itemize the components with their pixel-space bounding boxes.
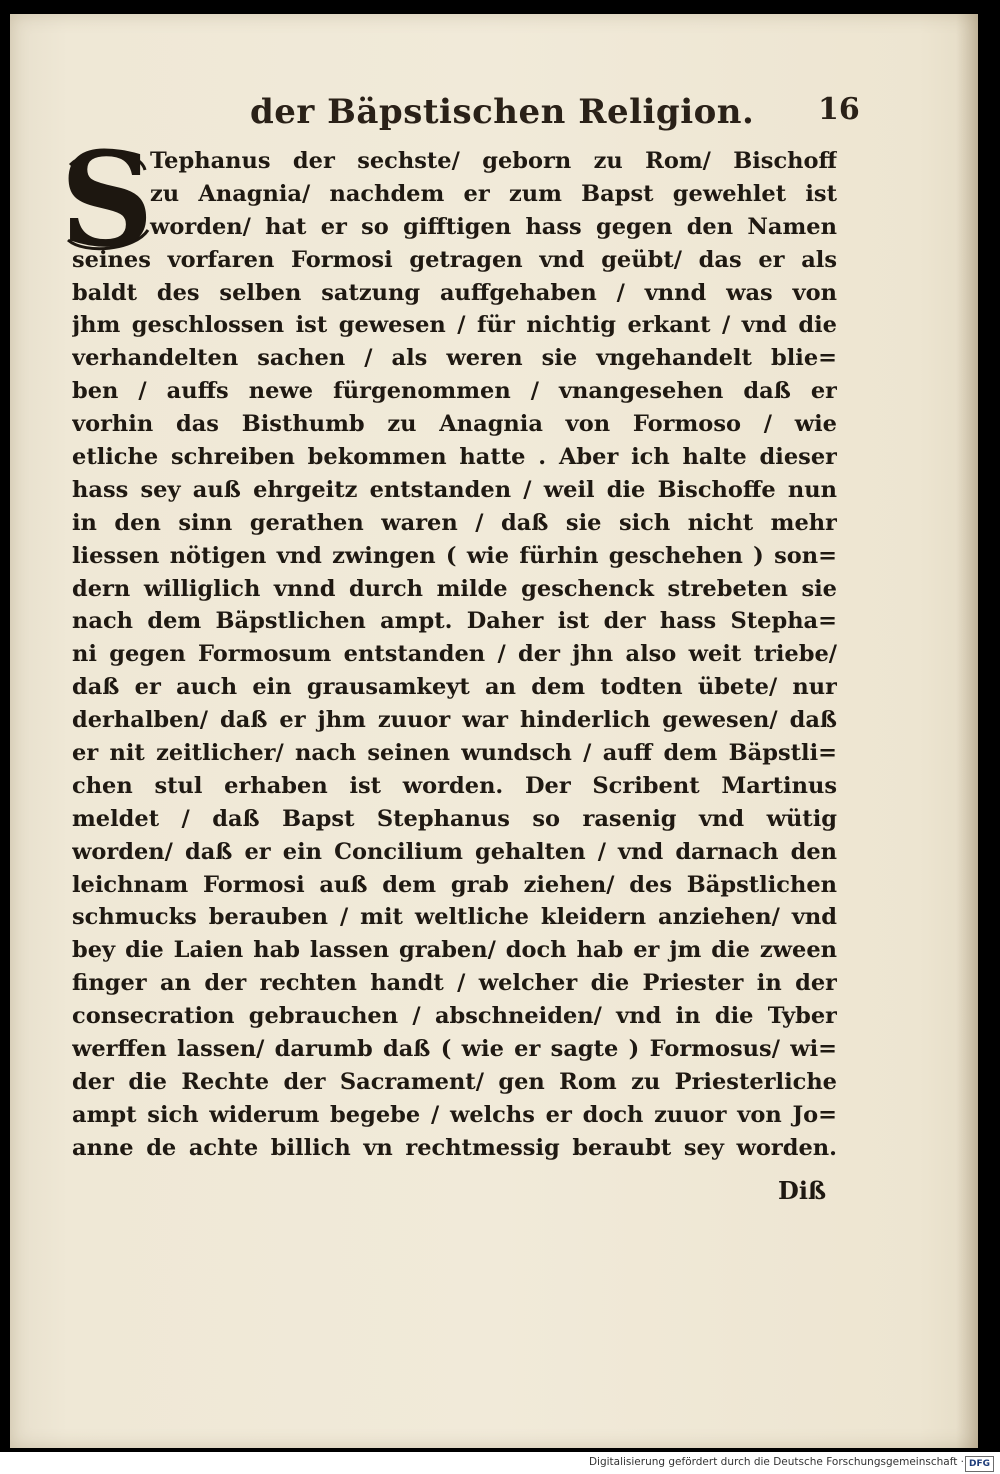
text-line: nach dem Bäpstlichen ampt. Daher ist der hass Stepha=: [72, 608, 837, 635]
text-line: baldt des selben satzung auffgehaben / vnnd was von: [72, 279, 837, 306]
text-line: werffen lassen/ darumb daß ( wie er sagte ) Formosus/ wi=: [72, 1036, 837, 1063]
decorated-initial: S: [60, 123, 154, 276]
text-line: er nit zeitlicher/ nach seinen wundsch / auff dem Bäpstli=: [72, 740, 837, 767]
text-line: in den sinn gerathen waren / daß sie sich nicht mehr: [72, 509, 837, 536]
text-line: daß er auch ein grausamkeyt an dem todten übete/ nur: [72, 674, 837, 701]
text-line: Tephanus der sechste/ geborn zu Rom/ Bischoff: [150, 148, 837, 174]
text-line: consecration gebrauchen / abschneiden/ vnd in die Tyber: [72, 1003, 837, 1030]
text-line: finger an der rechten handt / welcher die Priester in der: [72, 970, 837, 997]
text-line: liessen nötigen vnd zwingen ( wie fürhin geschehen ) son=: [72, 542, 837, 569]
text-line: ampt sich widerum begebe / welchs er doch zuuor von Jo=: [72, 1101, 837, 1128]
running-head: der Bäpstischen Religion.: [250, 92, 755, 132]
body-text: [72, 145, 837, 1165]
text-line: vorhin das Bisthumb zu Anagnia von Formoso / wie: [72, 411, 837, 438]
funding-credit: Digitalisierung gefördert durch die Deutsche Forschungsgemeinschaft ·: [588, 1456, 964, 1468]
text-line: etliche schreiben bekommen hatte . Aber ich halte dieser: [72, 444, 837, 471]
text-line: dern williglich vnnd durch milde geschenck strebeten sie: [72, 575, 837, 602]
text-line: ni gegen Formosum entstanden / der jhn also weit triebe/: [72, 641, 837, 668]
text-line: zu Anagnia/ nachdem er zum Bapst gewehlet ist: [150, 180, 837, 207]
text-line: ben / auffs newe fürgenommen / vnangesehen daß er: [72, 378, 837, 405]
page-edge-shadow: [956, 14, 978, 1448]
text-line: jhm geschlossen ist gewesen / für nichtig erkant / vnd die: [72, 312, 837, 339]
text-line: chen stul erhaben ist worden. Der Scribent Martinus: [72, 772, 837, 799]
dfg-logo[interactable]: DFG: [965, 1456, 994, 1472]
text-line: worden/ daß er ein Concilium gehalten / vnd darnach den: [72, 838, 837, 865]
footer-bar: [0, 1452, 1000, 1474]
text-line: hass sey auß ehrgeitz entstanden / weil die Bischoffe nun: [72, 476, 837, 503]
text-line: verhandelten sachen / als weren sie vngehandelt blie=: [72, 345, 837, 372]
catchword: Diß: [778, 1176, 827, 1205]
text-line: derhalben/ daß er jhm zuuor war hinderlich gewesen/ daß: [72, 707, 837, 734]
text-line: anne de achte billich vn rechtmessig beraubt sey worden.: [72, 1134, 837, 1161]
text-line: seines vorfaren Formosi getragen vnd geübt/ das er als: [72, 246, 837, 273]
text-line: leichnam Formosi auß dem grab ziehen/ des Bäpstlichen: [72, 871, 837, 898]
text-line: der die Rechte der Sacrament/ gen Rom zu Priesterliche: [72, 1068, 837, 1095]
text-line: schmucks berauben / mit weltliche kleidern anziehen/ vnd: [72, 904, 837, 931]
text-line: meldet / daß Bapst Stephanus so rasenig vnd wütig: [72, 805, 837, 832]
folio-number: 16: [818, 92, 860, 127]
text-line: worden/ hat er so gifftigen hass gegen den Namen: [150, 213, 837, 240]
text-line: bey die Laien hab lassen graben/ doch hab er jm die zween: [72, 937, 837, 964]
